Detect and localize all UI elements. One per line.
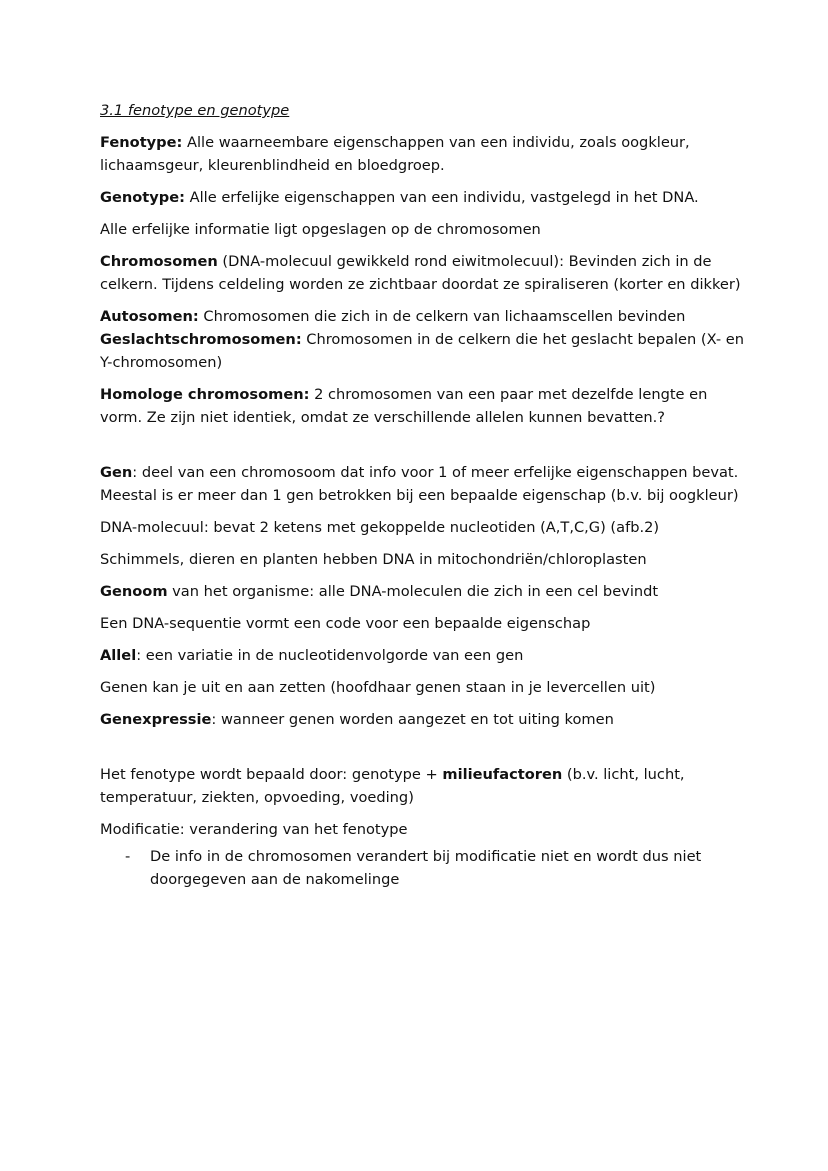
definition-fenotype: Alle waarneembare eigenschappen van een individu, zoals oogkleur, lichaamsgeur, kleurenblindheid en bloedgroep. — [100, 134, 690, 174]
paragraph-homologe-chromosomen — [100, 383, 750, 429]
paragraph-dna-molecuul: DNA-molecuul: bevat 2 ketens met gekoppelde nucleotiden (A,T,C,G) (afb.2) — [100, 519, 660, 536]
paragraph-genexpressie — [100, 708, 750, 731]
paragraph-genen-aan-uit: Genen kan je uit en aan zetten (hoofdhaar genen staan in je levercellen uit) — [100, 679, 656, 696]
modificatie-list — [100, 845, 750, 891]
fenotype-bepaald-examples: (b.v. licht, lucht, temperatuur, ziekten, opvoeding, voeding) — [100, 766, 685, 806]
definition-gen: : deel van een chromosoom dat info voor 1 of meer erfelijke eigenschappen bevat. Meestal is er meer dan 1 gen betrokken bij een bepaalde eigenschap (b.v. bij oogkleur) — [100, 464, 739, 504]
definition-chromosomen: (DNA-molecuul gewikkeld rond eiwitmolecuul): Bevinden zich in de celkern. Tijdens celdeling worden ze zichtbaar doordat ze spiraliseren (korter en dikker) — [100, 253, 741, 293]
term-fenotype: Fenotype: — [100, 134, 183, 151]
paragraph-autosomen — [100, 305, 750, 328]
term-autosomen: Autosomen: — [100, 308, 199, 325]
term-chromosomen: Chromosomen — [100, 253, 218, 270]
definition-genexpressie: : wanneer genen worden aangezet en tot uiting komen — [211, 711, 614, 728]
term-gen: Gen — [100, 464, 133, 481]
paragraph-fenotype — [100, 131, 750, 177]
term-milieufactoren: milieufactoren — [442, 766, 563, 783]
paragraph-allel — [100, 644, 750, 667]
paragraph-geslachtschromosomen — [100, 328, 750, 374]
definition-homologe-chromosomen: 2 chromosomen van een paar met dezelfde lengte en vorm. Ze zijn niet identiek, omdat ze verschillende allelen kunnen bevatten.? — [100, 386, 708, 426]
definition-genoom: van het organisme: alle DNA-moleculen die zich in een cel bevindt — [167, 583, 659, 600]
definition-geslachtschromosomen: Chromosomen in de celkern die het geslacht bepalen (X- en Y-chromosomen) — [100, 331, 744, 371]
term-genotype: Genotype: — [100, 189, 185, 206]
paragraph-spacer — [100, 438, 750, 461]
section-title: 3.1 fenotype en genotype — [100, 102, 290, 119]
term-homologe-chromosomen: Homologe chromosomen: — [100, 386, 310, 403]
definition-autosomen: Chromosomen die zich in de celkern van lichaamscellen bevinden — [198, 308, 686, 325]
term-genexpressie: Genexpressie — [100, 711, 212, 728]
term-geslachtschromosomen: Geslachtschromosomen: — [100, 331, 302, 348]
document-page — [100, 99, 750, 891]
paragraph-modificatie: Modificatie: verandering van het fenotype — [100, 821, 408, 838]
paragraph-erfelijke-info: Alle erfelijke informatie ligt opgeslagen op de chromosomen — [100, 221, 541, 238]
fenotype-bepaald-intro: Het fenotype wordt bepaald door: genotype + — [100, 766, 443, 783]
list-item — [100, 845, 750, 891]
definition-genotype: Alle erfelijke eigenschappen van een individu, vastgelegd in het DNA. — [184, 189, 699, 206]
paragraph-genotype — [100, 186, 750, 209]
term-allel: Allel — [100, 647, 137, 664]
paragraph-fenotype-bepaald — [100, 763, 750, 809]
paragraph-genoom — [100, 580, 750, 603]
term-genoom: Genoom — [100, 583, 168, 600]
paragraph-gen — [100, 461, 750, 507]
paragraph-spacer-2 — [100, 740, 750, 763]
paragraph-chromosomen — [100, 250, 750, 296]
definition-allel: : een variatie in de nucleotidenvolgorde van een gen — [136, 647, 524, 664]
paragraph-dna-sequentie: Een DNA-sequentie vormt een code voor een bepaalde eigenschap — [100, 615, 591, 632]
list-dash-marker: - — [125, 848, 131, 865]
list-item-text: De info in de chromosomen verandert bij modificatie niet en wordt dus niet doorgegeven aan de nakomelinge — [150, 848, 702, 888]
paragraph-schimmels: Schimmels, dieren en planten hebben DNA in mitochondriën/chloroplasten — [100, 551, 647, 568]
